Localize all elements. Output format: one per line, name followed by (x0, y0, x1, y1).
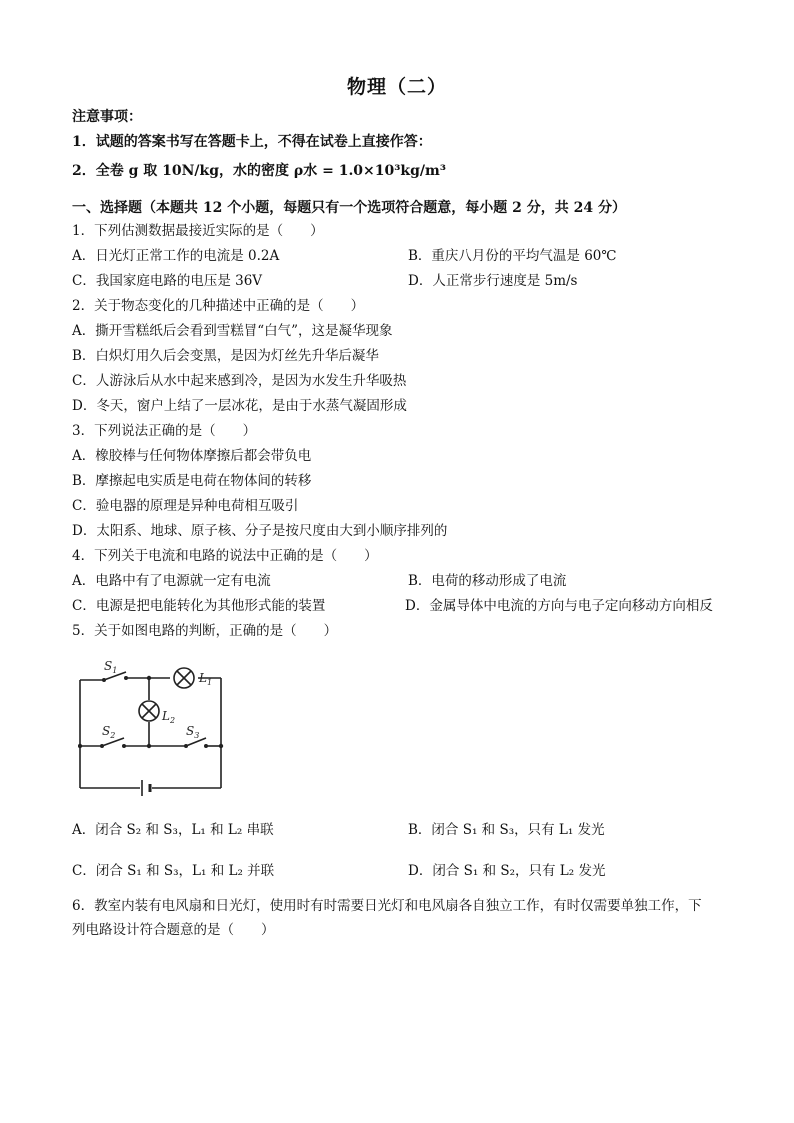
q6-line-2: 列电路设计符合题意的是（ ） (72, 922, 275, 938)
q5-option-d: D．闭合 S₁ 和 S₂，只有 L₂ 发光 (408, 863, 606, 879)
q3-option-a: A．橡胶棒与任何物体摩擦后都会带负电 (72, 448, 312, 464)
q1-option-c: C．我国家庭电路的电压是 36V (72, 273, 263, 289)
q5-option-c: C．闭合 S₁ 和 S₃，L₁ 和 L₂ 并联 (72, 863, 275, 879)
q2-option-d: D．冬天，窗户上结了一层冰花，是由于水蒸气凝固形成 (72, 398, 407, 414)
q2-option-b: B．白炽灯用久后会变黑，是因为灯丝先升华后凝华 (72, 348, 379, 364)
page-title: 物理（二） (346, 76, 447, 98)
q4-option-c: C．电源是把电能转化为其他形式能的装置 (72, 598, 326, 614)
label-s2: $S_2$ (102, 724, 116, 740)
q5-option-b: B．闭合 S₁ 和 S₃，只有 L₁ 发光 (408, 822, 605, 838)
section-heading: 一、选择题（本题共 12 个小题，每题只有一个选项符合题意，每小题 2 分，共 24 分） (72, 200, 626, 216)
q1-option-b: B．重庆八月份的平均气温是 60℃ (408, 248, 617, 264)
label-s3: $S_3$ (186, 724, 200, 740)
note-1: 1．试题的答案书写在答题卡上，不得在试卷上直接作答： (72, 134, 432, 150)
q2-option-a: A．撕开雪糕纸后会看到雪糕冒“白气”，这是凝华现象 (72, 323, 393, 339)
q3-option-b: B．摩擦起电实质是电荷在物体间的转移 (72, 473, 312, 489)
q4-stem: 4．下列关于电流和电路的说法中正确的是（ ） (72, 548, 378, 564)
q2-stem: 2．关于物态变化的几种描述中正确的是（ ） (72, 298, 365, 314)
q6-line-1: 6．教室内装有电风扇和日光灯，使用时有时需要日光灯和电风扇各自独立工作，有时仅需要单独工作，下 (72, 898, 702, 914)
q4-option-a: A．电路中有了电源就一定有电流 (72, 573, 271, 589)
q3-option-d: D．太阳系、地球、原子核、分子是按尺度由大到小顺序排列的 (72, 523, 448, 539)
q3-option-c: C．验电器的原理是异种电荷相互吸引 (72, 498, 299, 514)
q5-option-a: A．闭合 S₂ 和 S₃，L₁ 和 L₂ 串联 (72, 822, 274, 838)
circuit-diagram (78, 660, 238, 800)
q4-option-b: B．电荷的移动形成了电流 (408, 573, 567, 589)
q3-stem: 3．下列说法正确的是（ ） (72, 423, 257, 439)
notes-heading: 注意事项： (72, 109, 142, 125)
label-s1: $S_1$ (104, 660, 118, 675)
q4-option-d: D．金属导体中电流的方向与电子定向移动方向相反 (405, 598, 713, 614)
q1-stem: 1．下列估测数据最接近实际的是（ ） (72, 223, 324, 239)
q1-option-d: D．人正常步行速度是 5m/s (408, 273, 578, 289)
q2-option-c: C．人游泳后从水中起来感到冷，是因为水发生升华吸热 (72, 373, 407, 389)
q1-option-a: A．日光灯正常工作的电流是 0.2A (72, 248, 280, 264)
label-l1: $L_1$ (199, 671, 213, 687)
label-l2: $L_2$ (162, 709, 176, 725)
note-2: 2．全卷 g 取 10N/kg，水的密度 ρ水 = 1.0×10³kg/m³ (72, 163, 446, 179)
q5-stem: 5．关于如图电路的判断，正确的是（ ） (72, 623, 338, 639)
